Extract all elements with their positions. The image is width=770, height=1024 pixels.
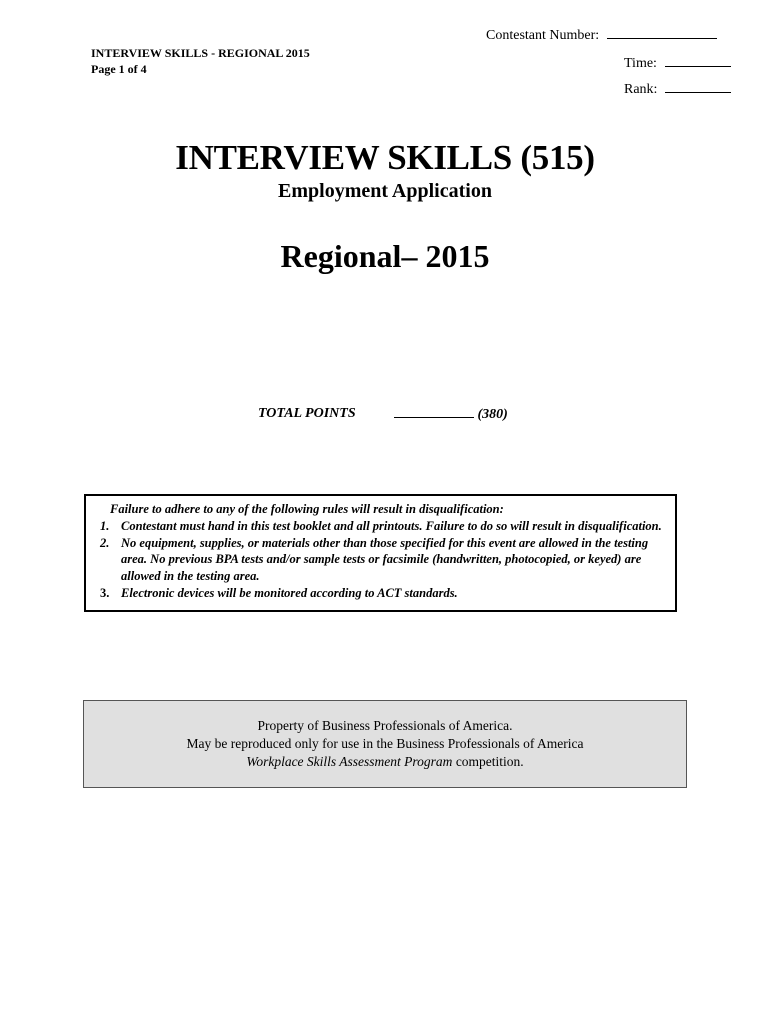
rules-list [100,518,675,602]
rules-box [84,494,677,612]
time-field[interactable] [624,54,731,72]
rank-blank[interactable] [665,80,731,93]
rule-item [100,585,675,602]
property-line-2: May be reproduced only for use in the Business Professionals of America [186,736,584,751]
total-points-field[interactable] [394,406,508,423]
total-points-label: TOTAL POINTS [258,406,356,421]
contestant-number-field[interactable] [486,26,717,44]
time-blank[interactable] [665,54,731,67]
total-points-max: (380) [477,407,508,422]
event-line: INTERVIEW SKILLS - REGIONAL 2015 [91,46,310,60]
rule-number: 2. [100,535,110,550]
time-label: Time: [624,56,657,71]
rule-item [100,535,675,585]
rule-item [100,518,675,535]
rank-field[interactable] [624,80,731,98]
contestant-number-label: Contestant Number: [486,28,600,43]
contestant-number-blank[interactable] [607,26,717,39]
regional-year: Regional– 2015 [280,238,490,274]
rank-label: Rank: [624,82,658,97]
rules-intro: Failure to adhere to any of the following rules will result in disqualification: [110,502,504,516]
property-line-1: Property of Business Professionals of America. [257,718,513,733]
property-line-3 [84,753,686,771]
rule-number: 1. [100,518,110,533]
property-notice [83,700,687,788]
document-title: INTERVIEW SKILLS (515) [175,138,595,177]
total-points-blank[interactable] [394,406,474,418]
program-name: Workplace Skills Assessment Program [246,754,453,769]
event-header [91,45,310,77]
rule-text: No equipment, supplies, or materials other than those specified for this event are allowed in the testing area. No previous BPA tests and/or sample tests or facsimile (handwritten, photocopied, or keyed) are allowed in the testing area. [121,535,649,584]
rule-number: 3. [100,585,110,600]
document-subtitle: Employment Application [278,180,492,202]
rule-text: Electronic devices will be monitored according to ACT standards. [121,585,458,600]
page-number: Page 1 of 4 [91,62,147,76]
rule-text: Contestant must hand in this test booklet and all printouts. Failure to do so will result in disqualification. [121,518,662,533]
property-line-3-rest: competition. [452,754,524,769]
